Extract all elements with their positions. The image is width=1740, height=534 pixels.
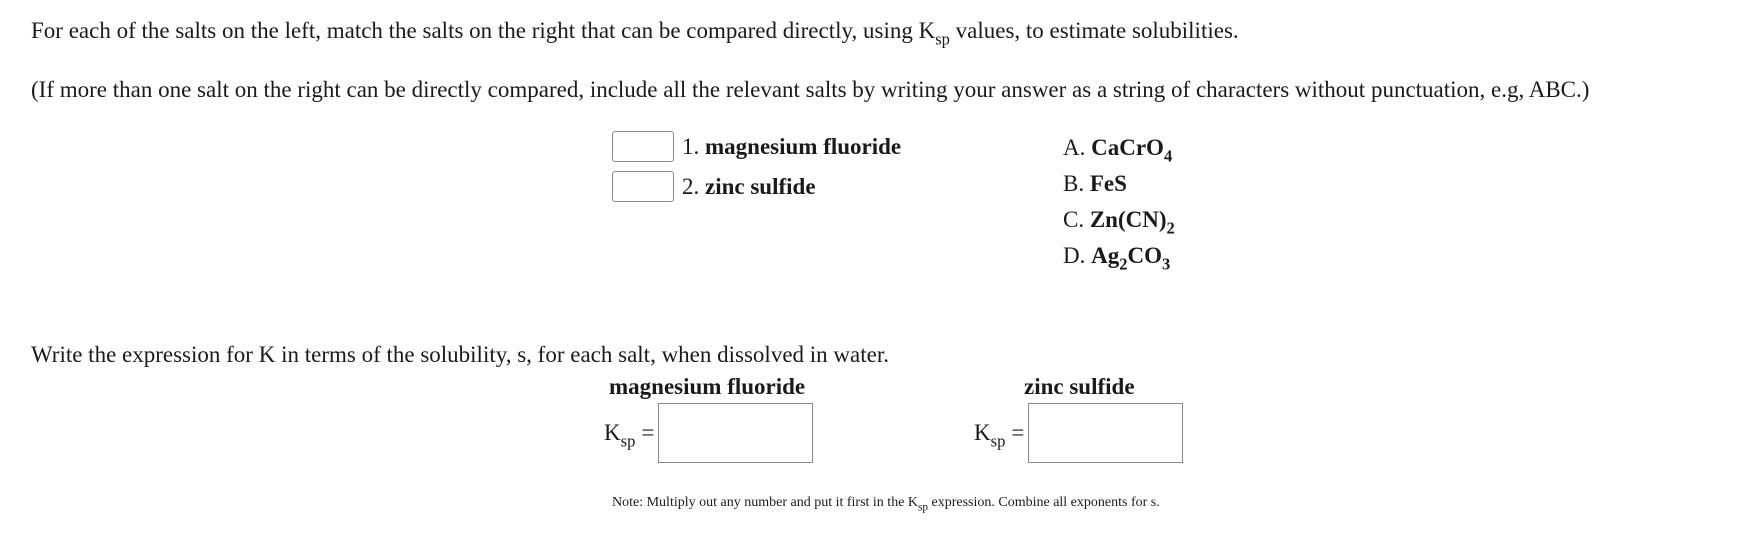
equals-sign: = xyxy=(1011,420,1025,445)
match-left-list xyxy=(612,131,901,202)
option-d: D. $Ag_2CO_3$ xyxy=(1063,243,1171,274)
option-c: C. $Zn(CN)_2$ xyxy=(1063,207,1175,238)
match-item-label: 1. magnesium fluoride xyxy=(682,133,902,159)
ksp-row-1 xyxy=(604,403,813,463)
equals-sign: = xyxy=(641,420,655,445)
expression-prompt: Write the expression for K in terms of the solubility, s, for each salt, when dissolved in water. xyxy=(31,342,889,367)
match-item-2 xyxy=(612,171,901,202)
ksp-input-magnesium-fluoride[interactable] xyxy=(658,403,813,463)
salt-heading-2: zinc sulfide xyxy=(1024,374,1135,399)
instruction-line-2: (If more than one salt on the right can be directly compared, include all the relevant salts by writing your answer as a string of characters without punctuation, e.g, ABC.) xyxy=(31,77,1590,102)
option-a: A. CaCrO$_4$ xyxy=(1063,135,1173,166)
instruction-line-1 xyxy=(31,18,1239,49)
match-answer-input-1[interactable] xyxy=(612,131,674,162)
ksp-input-zinc-sulfide[interactable] xyxy=(1028,403,1183,463)
match-answer-input-2[interactable] xyxy=(612,171,674,202)
salt-heading-1: magnesium fluoride xyxy=(609,374,806,399)
match-item-1 xyxy=(612,131,901,162)
ksp-label-2: $K_{sp}$ xyxy=(974,420,1006,451)
ksp-label-1: $K_{sp}$ xyxy=(604,420,636,451)
instruction-text: For each of the salts on the left, match the salts on the right that can be compared directly, using K xyxy=(31,18,936,43)
note: Note: Multiply out any number and put it first in the $K_{sp}$ expression. Combine all exponents for s. xyxy=(612,495,1160,514)
instruction-text-end: values, to estimate solubilities. xyxy=(949,18,1239,43)
ksp-subscript: sp xyxy=(935,29,950,49)
option-b: B. FeS xyxy=(1063,171,1127,196)
match-right-list xyxy=(1063,136,1175,280)
match-item-label: 2. zinc sulfide xyxy=(682,173,816,199)
ksp-row-2 xyxy=(974,403,1183,463)
